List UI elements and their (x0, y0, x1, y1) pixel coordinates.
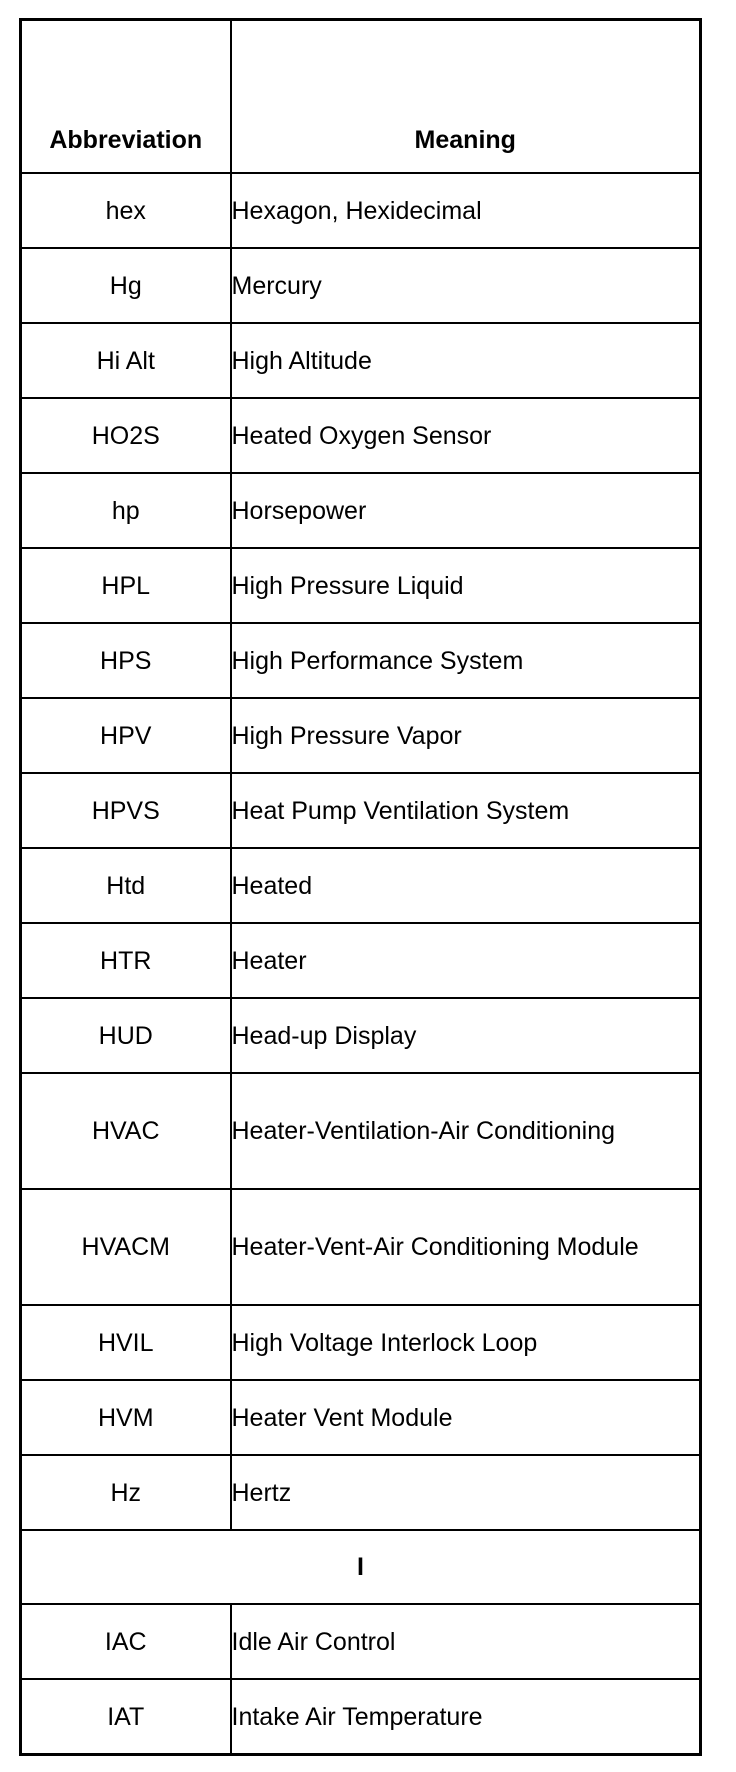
abbreviation-cell: Hi Alt (21, 323, 231, 398)
abbreviation-cell: HVM (21, 1380, 231, 1455)
meaning-cell: High Pressure Vapor (231, 698, 701, 773)
abbreviation-cell: HPV (21, 698, 231, 773)
abbreviation-cell: IAC (21, 1604, 231, 1679)
abbreviation-cell: HUD (21, 998, 231, 1073)
abbreviation-cell: HPL (21, 548, 231, 623)
abbreviation-cell: HTR (21, 923, 231, 998)
table-row (21, 998, 701, 1073)
header-row (21, 20, 701, 174)
abbreviation-cell: hp (21, 473, 231, 548)
header-meaning: Meaning (231, 20, 701, 174)
abbreviation-cell: HVAC (21, 1073, 231, 1189)
section-row (21, 1530, 701, 1604)
meaning-cell: Heater Vent Module (231, 1380, 701, 1455)
table-row (21, 848, 701, 923)
meaning-cell: Heater-Ventilation-Air Conditioning (231, 1073, 701, 1189)
table-row (21, 1189, 701, 1305)
table-row (21, 773, 701, 848)
meaning-cell: Heater-Vent-Air Conditioning Module (231, 1189, 701, 1305)
meaning-cell: High Performance System (231, 623, 701, 698)
table-row (21, 548, 701, 623)
abbreviation-cell: IAT (21, 1679, 231, 1755)
meaning-cell: Heater (231, 923, 701, 998)
abbreviation-cell: Hg (21, 248, 231, 323)
meaning-cell: Hertz (231, 1455, 701, 1530)
meaning-cell: Mercury (231, 248, 701, 323)
meaning-cell: Hexagon, Hexidecimal (231, 173, 701, 248)
table-row (21, 1305, 701, 1380)
meaning-cell: High Pressure Liquid (231, 548, 701, 623)
table-row (21, 1073, 701, 1189)
section-letter: I (21, 1530, 701, 1604)
meaning-cell: Heated Oxygen Sensor (231, 398, 701, 473)
table-row (21, 1604, 701, 1679)
abbreviation-cell: HVACM (21, 1189, 231, 1305)
meaning-cell: High Voltage Interlock Loop (231, 1305, 701, 1380)
meaning-cell: Idle Air Control (231, 1604, 701, 1679)
meaning-cell: Horsepower (231, 473, 701, 548)
table-row (21, 248, 701, 323)
abbreviation-table (19, 18, 702, 1756)
abbreviation-cell: Htd (21, 848, 231, 923)
table-row (21, 398, 701, 473)
abbreviation-cell: HPS (21, 623, 231, 698)
abbreviation-cell: HO2S (21, 398, 231, 473)
table-row (21, 473, 701, 548)
meaning-cell: Head-up Display (231, 998, 701, 1073)
table-row (21, 1380, 701, 1455)
table-row (21, 698, 701, 773)
abbreviation-cell: hex (21, 173, 231, 248)
table-row (21, 323, 701, 398)
meaning-cell: High Altitude (231, 323, 701, 398)
abbreviation-cell: HPVS (21, 773, 231, 848)
meaning-cell: Intake Air Temperature (231, 1679, 701, 1755)
table-row (21, 1679, 701, 1755)
table-row (21, 173, 701, 248)
abbreviation-cell: HVIL (21, 1305, 231, 1380)
meaning-cell: Heated (231, 848, 701, 923)
abbreviation-cell: Hz (21, 1455, 231, 1530)
table-row (21, 1455, 701, 1530)
meaning-cell: Heat Pump Ventilation System (231, 773, 701, 848)
table-row (21, 923, 701, 998)
table-row (21, 623, 701, 698)
header-abbreviation: Abbreviation (21, 20, 231, 174)
